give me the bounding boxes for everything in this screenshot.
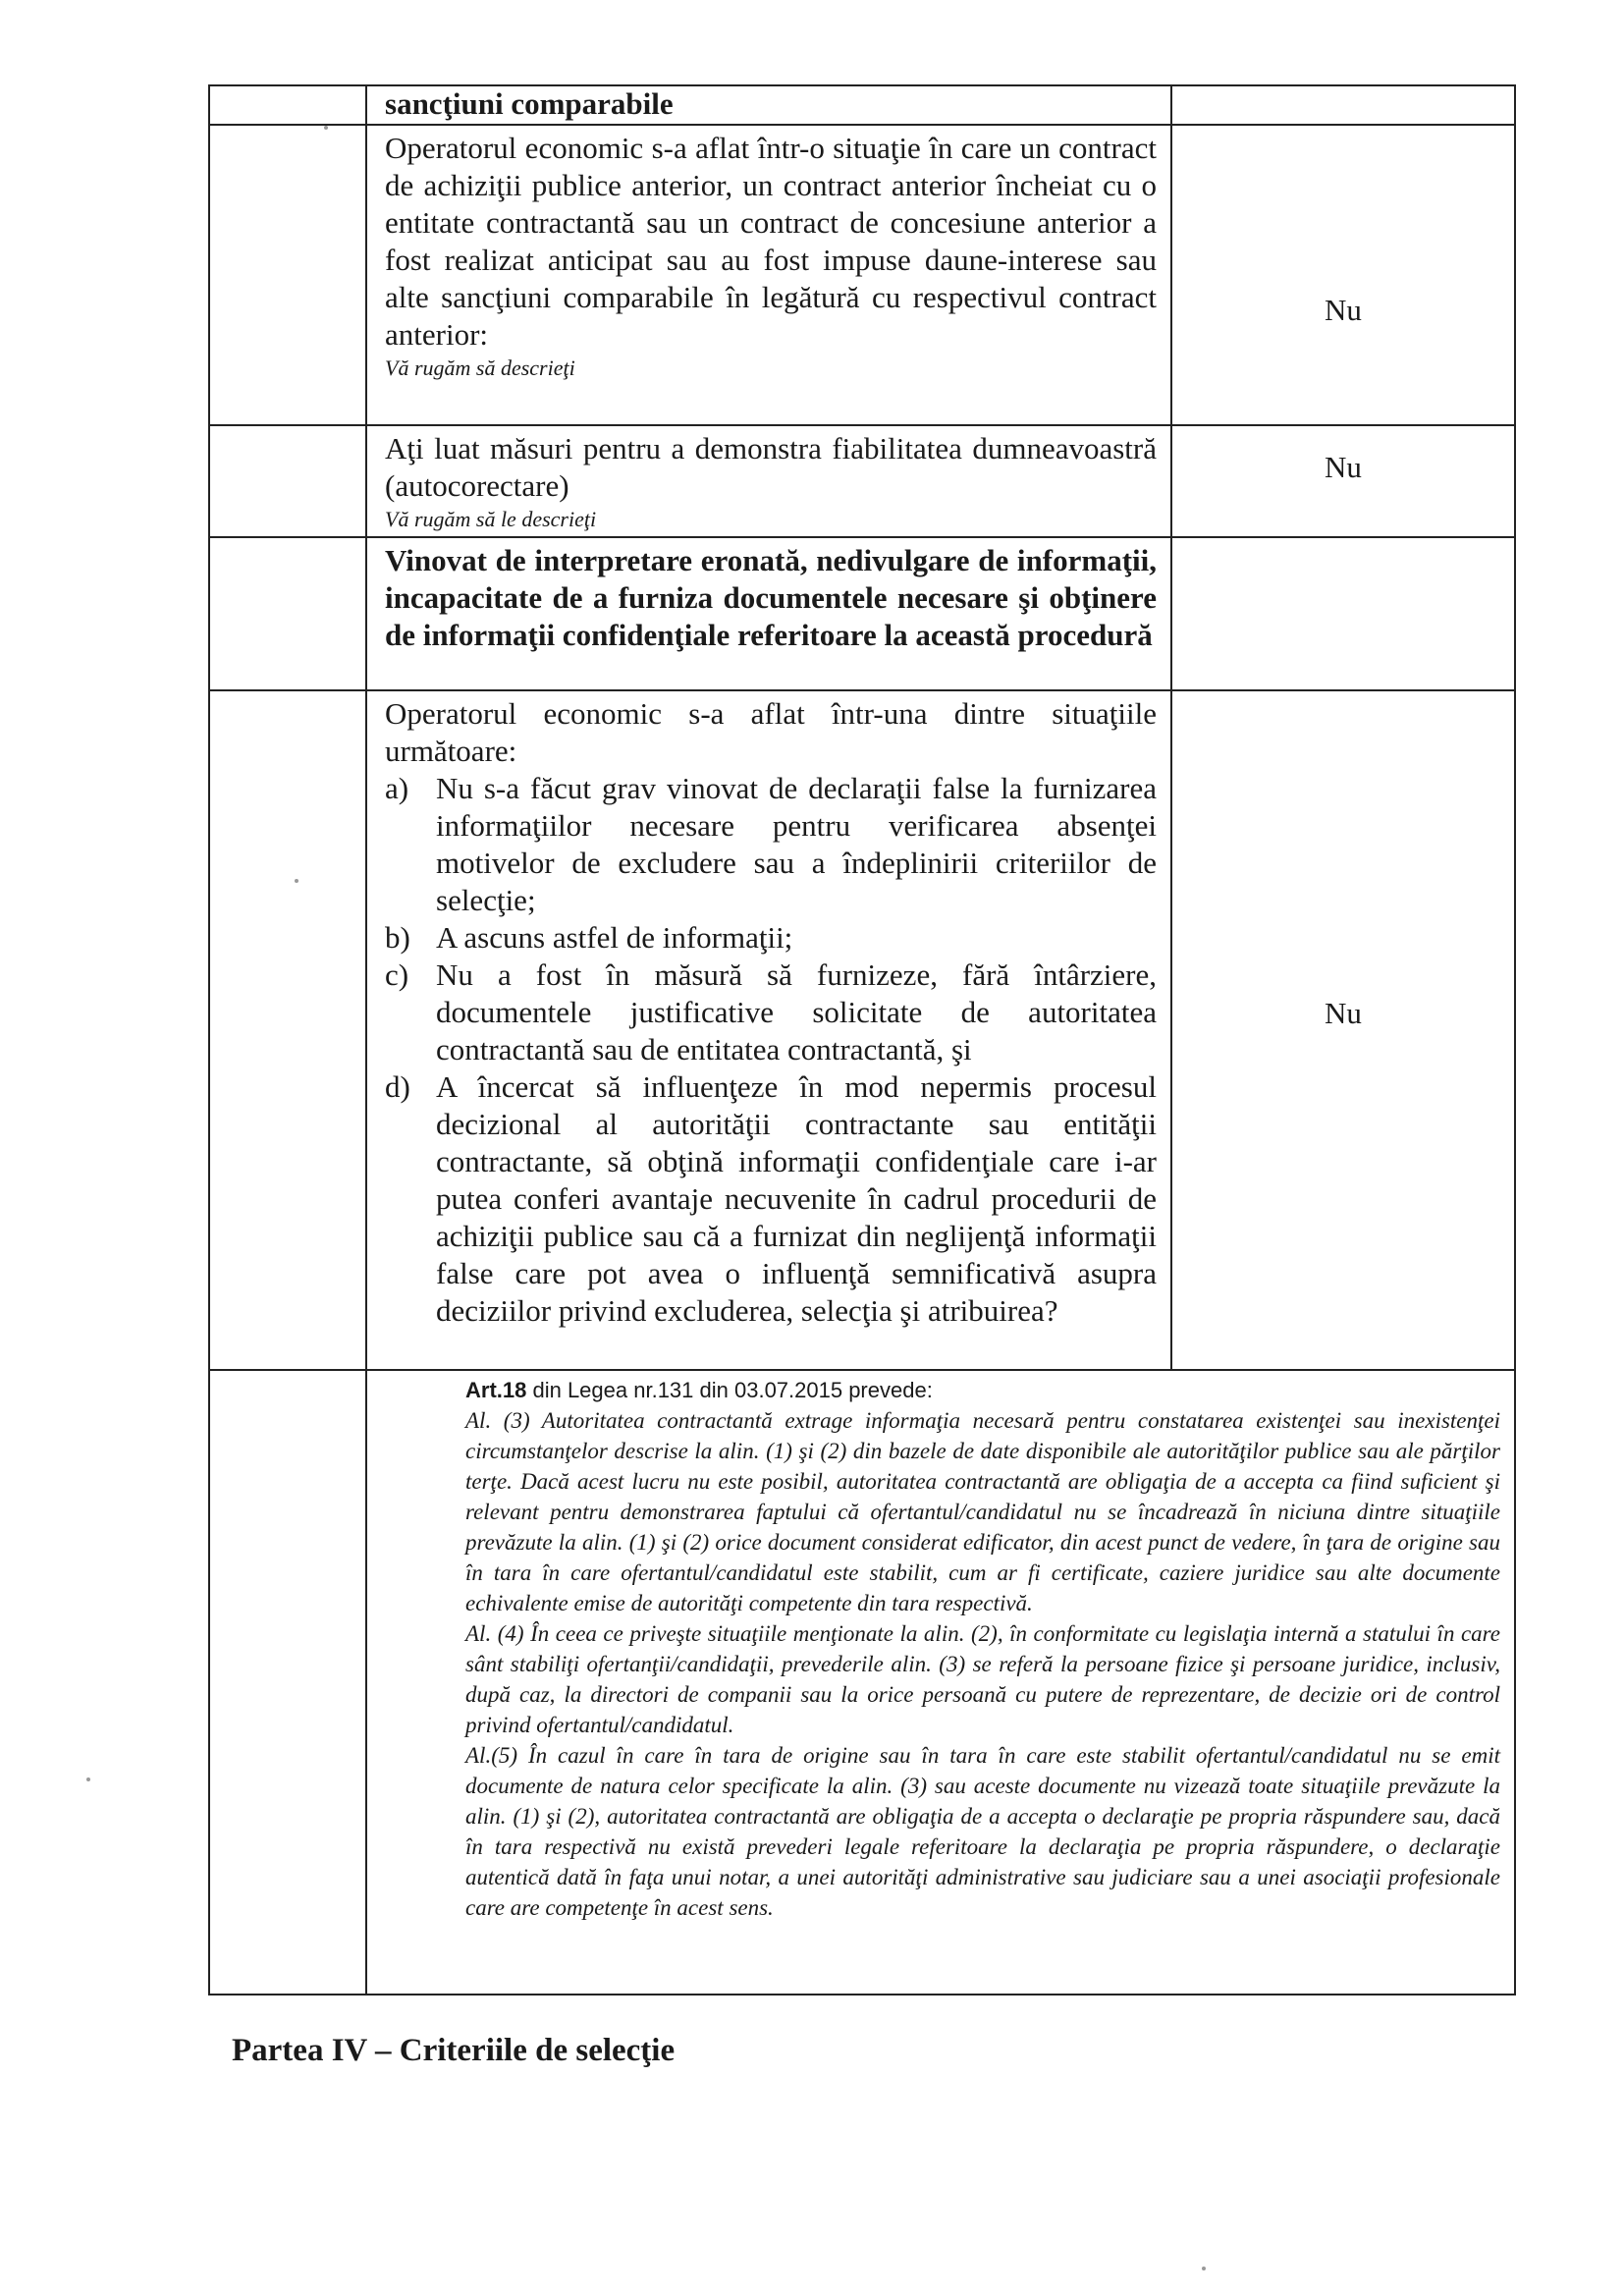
table-row <box>209 125 1515 425</box>
answer-value: Nu <box>1325 293 1362 327</box>
describe-note: Vă rugăm să descrieţi <box>385 355 575 380</box>
answer-cell <box>1171 125 1515 425</box>
list-item <box>385 919 1157 957</box>
exclusion-criteria-table <box>208 84 1516 1995</box>
table-row <box>209 537 1515 690</box>
list-item-text: Nu s-a făcut grav vinovat de declaraţii false la furnizarea informaţiilor necesare pentru verificarea absenţei motivelor de excludere sau a îndeplinirii criteriilor de selecţie; <box>436 771 1157 917</box>
question-text <box>367 126 1170 385</box>
list-item-text: Nu a fost în măsură să furnizeze, fără întârziere, documentele justificative solicitate de autoritatea contractantă sau de entitatea contractantă, şi <box>436 957 1157 1066</box>
answer-cell <box>1171 425 1515 537</box>
law-paragraph: Al.(5) În cazul în care în tara de origine sau în tara în care este stabilit ofertantul/candidatul nu se emit documente de natura celor specificate la alin. (3) sau aceste documente nu vizează toate situaţiile prevăzute la alin. (1) şi (2), autoritatea contractantă are obligaţia de a accepta o declaraţie pe propria răspundere sau, dacă în tara respectivă nu există prevederi legale referitoare la declaraţia pe propria răspundere, o declaraţie autentică dată în faţa unui notar, a unei autorităţi administrative sau judiciare sau a unei asociaţii profesionale care are competenţe în acest sens. <box>465 1743 1500 1920</box>
question-text <box>367 426 1170 536</box>
heading-cell <box>366 537 1171 690</box>
law-source: din Legea nr.131 din 03.07.2015 prevede: <box>526 1378 933 1402</box>
table-row <box>209 85 1515 125</box>
row-heading: sancţiuni comparabile <box>385 86 674 121</box>
question-intro: Operatorul economic s-a aflat într-una dintre situaţiile următoare: <box>385 696 1157 768</box>
section-title: Partea IV – Criteriile de selecţie <box>232 2033 676 2068</box>
question-cell <box>366 425 1171 537</box>
scan-speck <box>1202 2267 1206 2270</box>
law-citation-cell <box>366 1370 1515 1995</box>
scan-speck <box>295 879 298 883</box>
law-heading <box>465 1375 1500 1405</box>
question-body: Aţi luat măsuri pentru a demonstra fiabilitatea dumneavoastră (autocorectare) <box>385 431 1157 503</box>
answer-value: Nu <box>1325 450 1362 484</box>
number-cell <box>209 1370 366 1995</box>
table-row <box>209 1370 1515 1995</box>
number-cell <box>209 537 366 690</box>
question-cell <box>366 690 1171 1370</box>
law-citation <box>367 1371 1514 1929</box>
law-paragraph: Al. (3) Autoritatea contractantă extrage informaţia necesară pentru constatarea existenţei sau inexistenţei circumstanţelor descrise la alin. (1) şi (2) din bazele de date disponibile ale autorităţilor publice sau ale părţilor terţe. Dacă acest lucru nu este posibil, autoritatea contractantă are obligaţia de a accepta ca fiind suficient şi relevant pentru demonstrarea faptului că ofertantul/candidatul nu se încadrează în niciuna dintre situaţiile prevăzute la alin. (1) şi (2) orice document considerat edificator, din acest punct de vedere, în ţara de origine sau în tara în care ofertantul/candidatul este stabilit, cum ar fi certificate, caziere juridice sau alte documente echivalente emise de autorităţi competente din tara respectivă. <box>465 1408 1500 1615</box>
list-item-marker: d) <box>385 1069 410 1104</box>
question-body: Operatorul economic s-a aflat într-o situaţie în care un contract de achiziţii publice anterior, un contract anterior încheiat cu o entitate contractantă sau un contract de concesiune anterior a fost realizat anticipat sau au fost impuse daune-interese sau alte sancţiuni comparabile în legătură cu respectivul contract anterior: <box>385 131 1157 352</box>
table-row <box>209 690 1515 1370</box>
list-item-marker: a) <box>385 771 409 805</box>
list-item <box>385 957 1157 1068</box>
answer-cell <box>1171 690 1515 1370</box>
describe-note: Vă rugăm să le descrieţi <box>385 507 597 531</box>
answer-cell <box>1171 537 1515 690</box>
number-cell <box>209 125 366 425</box>
question-cell <box>366 125 1171 425</box>
heading-cell <box>366 85 1171 125</box>
row-heading: Vinovat de interpretare eronată, nedivulgare de informaţii, incapacitate de a furniza documentele necesare şi obţinere de informaţii confidenţiale referitoare la această procedură <box>385 543 1157 652</box>
number-cell <box>209 85 366 125</box>
scan-speck <box>324 126 328 130</box>
answer-cell <box>1171 85 1515 125</box>
scan-speck <box>86 1777 90 1781</box>
law-article: Art.18 <box>465 1378 527 1402</box>
answer-value: Nu <box>1325 996 1362 1030</box>
table-row <box>209 425 1515 537</box>
list-item-text: A încercat să influenţeze în mod nepermis procesul decizional al autorităţii contractante sau entităţii contractante, să obţină informaţii confidenţiale care i-ar putea conferi avantaje necuvenite în cadrul procedurii de achiziţii publice sau că a furnizat din neglijenţă informaţii false care pot avea o influenţă semnificativă asupra deciziilor privind excluderea, selecţia şi atribuirea? <box>436 1069 1157 1328</box>
law-paragraph: Al. (4) În ceea ce priveşte situaţiile menţionate la alin. (2), în conformitate cu legislaţia internă a statului în care sânt stabiliţi ofertanţii/candidaţii, prevederile alin. (3) se referă la persoane fizice şi persoane juridice, inclusiv, după caz, la directori de companii sau la orice persoană cu putere de reprezentare, de decizie ori de control privind ofertantul/candidatul. <box>465 1621 1500 1737</box>
list-item <box>385 1068 1157 1330</box>
list-item-text: A ascuns astfel de informaţii; <box>436 920 793 955</box>
list-item-marker: c) <box>385 957 409 992</box>
list-item-marker: b) <box>385 920 410 955</box>
question-text <box>367 691 1170 1334</box>
situation-list <box>385 770 1157 1330</box>
number-cell <box>209 690 366 1370</box>
list-item <box>385 770 1157 919</box>
number-cell <box>209 425 366 537</box>
